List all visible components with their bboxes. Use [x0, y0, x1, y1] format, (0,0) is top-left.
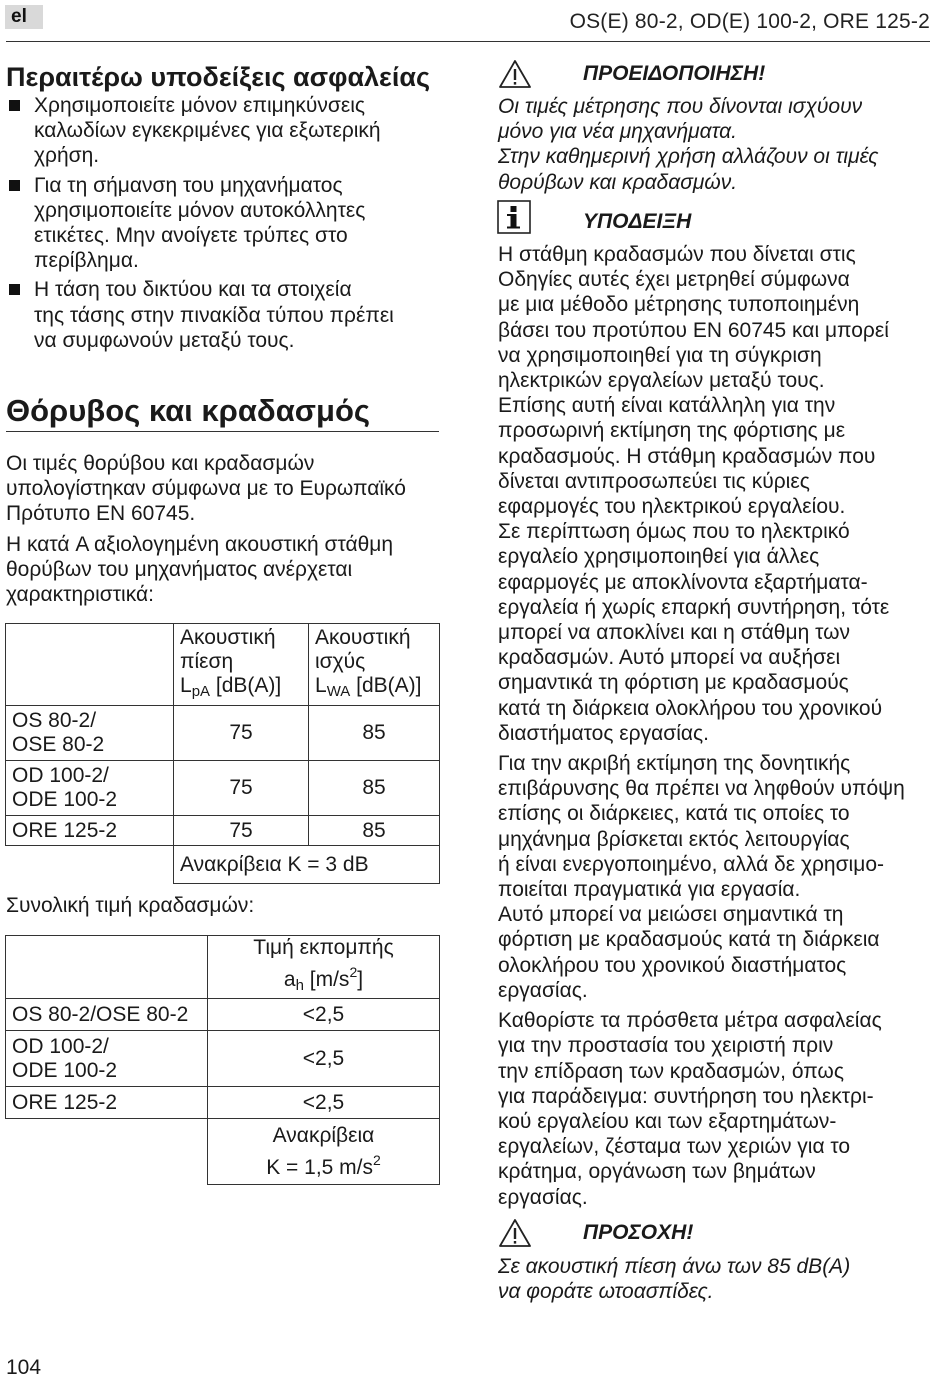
warning-triangle-icon: [498, 59, 532, 89]
bullet-square-icon: [9, 100, 20, 111]
model-cell: ORE 125-2: [6, 816, 174, 846]
document-title: OS(E) 80-2, OD(E) 100-2, ORE 125-2: [569, 10, 930, 33]
model-cell: OD 100-2/ ODE 100-2: [6, 1031, 208, 1087]
table-row: [6, 846, 440, 884]
table-header-row: [6, 936, 440, 999]
caution-title: ΠΡΟΣΟΧΗ!: [583, 1221, 694, 1244]
model-cell: ORE 125-2: [6, 1087, 208, 1119]
table-row: [6, 1087, 440, 1119]
list-item: Χρησιμοποιείτε μόνον επιμηκύνσεις καλωδίων εγκεκριμένες για εξωτερική χρήση.: [6, 93, 438, 169]
table-row: [6, 761, 440, 816]
value-cell: <2,5: [208, 1031, 440, 1087]
table-cell: [6, 936, 208, 999]
caution-triangle-icon: [498, 1218, 532, 1248]
bullet-square-icon: [9, 180, 20, 191]
table-header-row: [6, 624, 440, 706]
noise-table: [5, 623, 440, 884]
value-cell: 75: [174, 761, 309, 816]
model-cell: OS 80-2/OSE 80-2: [6, 999, 208, 1031]
model-cell: OS 80-2/ OSE 80-2: [6, 706, 174, 761]
value-cell: 85: [309, 706, 440, 761]
list-item: Η τάση του δικτύου και τα στοιχεία της τάσης στην πινακίδα τύπου πρέπει να συμφωνούν μεταξύ τους.: [6, 277, 438, 353]
list-item: Για τη σήμανση του μηχανήματος χρησιμοποιείτε μόνον αυτοκόλλητες ετικέτες. Μην ανοίγετε τρύπες στο περίβλημα.: [6, 173, 438, 274]
noise-level-paragraph: Η κατά A αξιολογημένη ακουστική στάθμη θορύβων του μηχανήματος ανέρχεται χαρακτηριστικά:: [6, 532, 394, 607]
value-cell: <2,5: [208, 1087, 440, 1119]
page-number: 104: [6, 1356, 42, 1379]
value-cell: 85: [309, 761, 440, 816]
note-paragraph-3: Καθορίστε τα πρόσθετα μέτρα ασφαλείας για την προστασία του χειριστή πριν την επίδραση των κραδασμών, όπως για παράδειγμα: συντήρηση του ηλεκτρι- κού εργαλείου και των εξαρτημάτων- εργαλείων, ζέσταμα των χεριών για το κράτημα, οργάνωση των βημάτων εργασίας.: [498, 1009, 882, 1209]
sound-pressure-header: Ακουστική πίεση $L_{pA}$ [dB(A)]: [174, 624, 309, 706]
caution-text: Σε ακουστική πίεση άνω των 85 dB(A) να φοράτε ωτοασπίδες.: [498, 1255, 851, 1304]
table-row: [6, 1031, 440, 1087]
note-paragraph-2: Για την ακριβή εκτίμηση της δονητικής επιβάρυνσης θα πρέπει να ληφθούν υπόψη επίσης οι διάρκειες, κατά τις οποίες το μηχάνημα βρίσκεται εκτός λειτουργίας ή είναι ενεργοποιημένο, αλλά δε χρησιμο- ποιείται πραγματικά για εργασία. Αυτό μπορεί να μειώσει σημαντικά τη φόρτιση με κραδασμούς κατά τη διάρκεια ολοκλήρου του χρονικού διαστήματος εργασίας.: [498, 752, 905, 1002]
table-row: [6, 816, 440, 846]
table-cell: [6, 846, 174, 884]
info-icon: [497, 200, 531, 234]
emission-header: Τιμή εκπομπής $a_h$ $[m/s^2]$: [208, 936, 440, 999]
value-cell: 75: [174, 706, 309, 761]
accuracy-cell: Ανακρίβεια K = 1,5 $m/s^2$: [208, 1119, 440, 1185]
note-paragraph-1: Η στάθμη κραδασμών που δίνεται στις Οδηγίες αυτές έχει μετρηθεί σύμφωνα με μια μέθοδο μέτρησης τυποποιημένη βάσει του προτύπου EN 60745 και μπορεί να χρησιμοποιηθεί για τη σύγκριση ηλεκτρικών εργαλείων μεταξύ τους. Επίσης αυτή είναι κατάλληλη για την προσωρινή εκτίμηση της φόρτισης με κραδασμούς. Η στάθμη κραδασμών που δίνεται αντιπροσωπεύει τις κύριες εφαρμογές του ηλεκτρικού εργαλείου. Σε περίπτωση όμως που το ηλεκτρικό εργαλείο χρησιμοποιηθεί για άλλες εφαρμογές με αποκλίνοντα εξαρτήματα- εργαλεία ή χωρίς επαρκή συντήρηση, τότε μπορεί να αποκλίνει και η στάθμη των κραδασμών. Αυτό μπορεί να αυξήσει σημαντικά τη φόρτιση με κραδασμούς κατά τη διάρκεια ολοκλήρου του χρονικού διαστήματος εργασίας.: [498, 243, 890, 745]
safety-section: [6, 62, 438, 353]
noise-paragraphs: [6, 451, 438, 607]
model-cell: OD 100-2/ ODE 100-2: [6, 761, 174, 816]
noise-intro-paragraph: Οι τιμές θορύβου και κραδασμών υπολογίστηκαν σύμφωνα με το Ευρωπαϊκό Πρότυπο EN 60745.: [6, 452, 406, 526]
value-cell: <2,5: [208, 999, 440, 1031]
value-cell: 75: [174, 816, 309, 846]
table-cell: [6, 1119, 208, 1185]
table-row: [6, 999, 440, 1031]
vibration-table: [5, 935, 440, 1185]
note-text: [498, 242, 938, 1210]
warning-text: Οι τιμές μέτρησης που δίνονται ισχύουν μόνο για νέα μηχανήματα. Στην καθημερινή χρήση αλλάζουν οι τιμές θορύβων και κραδασμών.: [498, 95, 879, 194]
bullet-square-icon: [9, 284, 20, 295]
value-cell: 85: [309, 816, 440, 846]
accuracy-cell: Ανακρίβεια K = 3 dB: [174, 846, 440, 884]
table-cell: [6, 624, 174, 706]
vibration-label: Συνολική τιμή κραδασμών:: [6, 894, 255, 917]
noise-heading-rule: [6, 431, 439, 432]
language-badge: el: [5, 5, 43, 29]
warning-title: ΠΡΟΕΙΔΟΠΟΙΗΣΗ!: [583, 62, 766, 85]
sound-power-header: Ακουστική ισχύς $L_{WA}$ [dB(A)]: [309, 624, 440, 706]
header-rule: [6, 41, 930, 42]
note-title: ΥΠΟΔΕΙΞΗ: [583, 210, 692, 233]
noise-heading: Θόρυβος και κραδασμός: [6, 393, 371, 428]
table-row: [6, 1119, 440, 1185]
safety-heading: Περαιτέρω υποδείξεις ασφαλείας: [6, 62, 431, 92]
safety-bullet-list: [6, 93, 438, 353]
table-row: [6, 706, 440, 761]
